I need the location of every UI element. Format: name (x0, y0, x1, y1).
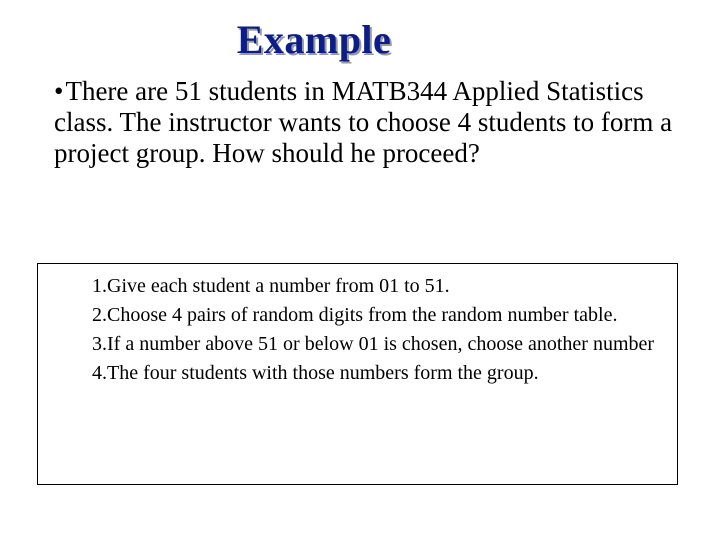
step-number: 1. (92, 275, 107, 297)
step-number: 4. (92, 362, 107, 384)
step-number: 2. (92, 304, 107, 326)
list-item (92, 272, 677, 301)
steps-box (37, 263, 678, 485)
list-item (92, 359, 677, 388)
step-text: If a number above 51 or below 01 is chosen, choose another number (107, 333, 655, 355)
list-item (92, 301, 677, 330)
slide-title: Example (236, 17, 392, 62)
intro-text: There are 51 students in MATB344 Applied Statistics class. The instructor wants to choose 4 students to form a project group. How should he proceed? (54, 76, 673, 168)
step-text: Give each student a number from 01 to 51. (107, 275, 450, 297)
step-text: The four students with those numbers form the group. (107, 362, 539, 384)
steps-list (92, 272, 677, 388)
intro-paragraph (54, 76, 694, 169)
list-item (92, 330, 677, 359)
bullet-icon: • (54, 76, 64, 106)
step-number: 3. (92, 333, 107, 355)
step-text: Choose 4 pairs of random digits from the random number table. (107, 304, 618, 326)
